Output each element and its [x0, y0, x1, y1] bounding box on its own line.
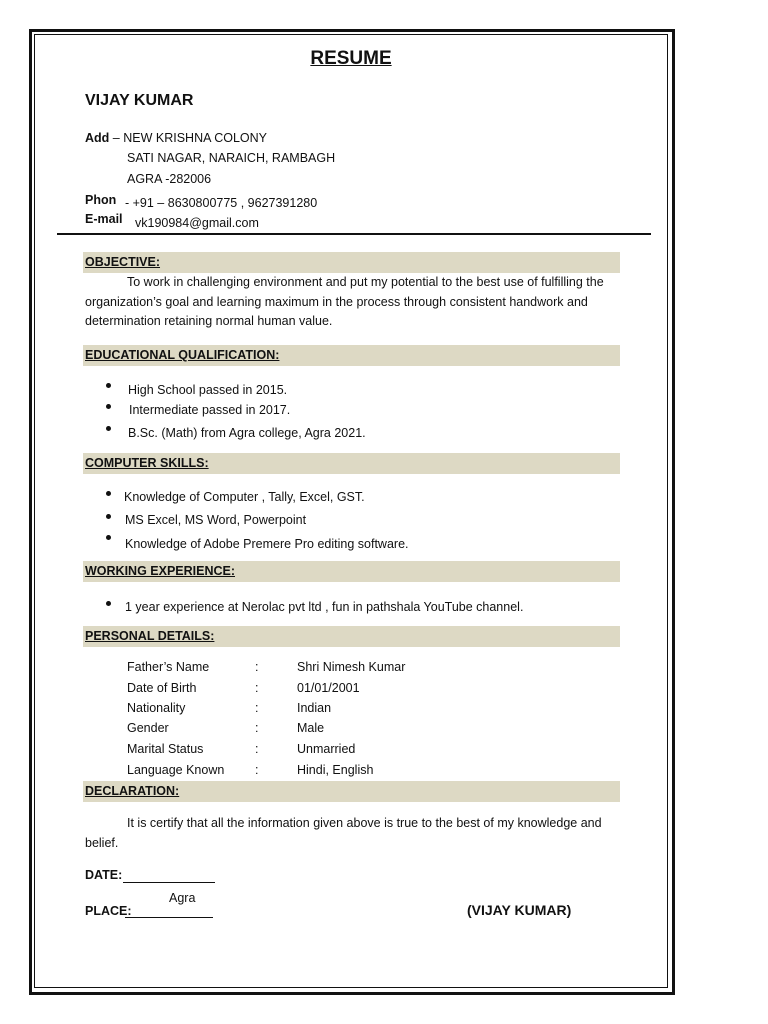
personal-label: Father’s Name [127, 660, 210, 674]
skill-item: MS Excel, MS Word, Powerpoint [125, 513, 307, 527]
objective-section-bar [83, 252, 620, 273]
personal-heading: PERSONAL DETAILS: [85, 629, 215, 643]
bullet-icon [106, 491, 111, 496]
personal-label: Marital Status [127, 742, 204, 756]
date-label: DATE: [85, 868, 123, 882]
personal-value: Hindi, English [297, 763, 374, 777]
place-blank-line [125, 917, 213, 918]
bullet-icon [106, 404, 111, 409]
personal-section-bar [83, 626, 620, 647]
skills-section-bar [83, 453, 620, 474]
email-value: vk190984@gmail.com [135, 216, 259, 230]
bullet-icon [106, 426, 111, 431]
personal-colon: : [255, 660, 259, 674]
experience-heading: WORKING EXPERIENCE: [85, 564, 236, 578]
phone-label: Phon [85, 193, 117, 207]
personal-label: Gender [127, 721, 169, 735]
candidate-name: VIJAY KUMAR [85, 92, 194, 109]
personal-colon: : [255, 721, 259, 735]
bullet-icon [106, 383, 111, 388]
resume-title: RESUME [310, 48, 392, 69]
personal-colon: : [255, 742, 259, 756]
personal-value: Male [297, 721, 325, 735]
education-heading: EDUCATIONAL QUALIFICATION: [85, 348, 280, 362]
skill-item: Knowledge of Adobe Premere Pro editing software. [125, 537, 409, 551]
date-blank-line [123, 882, 215, 883]
personal-label: Date of Birth [127, 681, 197, 695]
address-separator: – [112, 131, 120, 145]
address-text-1: NEW KRISHNA COLONY [123, 131, 268, 145]
education-section-bar [83, 345, 620, 366]
address-line-2: SATI NAGAR, NARAICH, RAMBAGH [127, 151, 336, 165]
bullet-icon [106, 601, 111, 606]
place-value: Agra [169, 891, 196, 905]
experience-section-bar [83, 561, 620, 582]
personal-value: Unmarried [297, 742, 356, 756]
declaration-heading: DECLARATION: [85, 784, 180, 798]
header-divider [57, 233, 651, 235]
personal-value: Shri Nimesh Kumar [297, 660, 406, 674]
objective-heading: OBJECTIVE: [85, 255, 161, 269]
experience-item: 1 year experience at Nerolac pvt ltd , fun in pathshala YouTube channel. [125, 600, 524, 614]
address-label: Add [85, 131, 110, 145]
education-item: Intermediate passed in 2017. [129, 403, 291, 417]
personal-label: Nationality [127, 701, 186, 715]
skills-heading: COMPUTER SKILLS: [85, 456, 209, 470]
address-line-1 [85, 131, 267, 145]
phone-value: - +91 – 8630800775 , 9627391280 [125, 196, 318, 210]
education-item: B.Sc. (Math) from Agra college, Agra 2021. [128, 426, 366, 440]
place-label: PLACE: [85, 904, 132, 918]
personal-colon: : [255, 701, 259, 715]
declaration-text: It is certify that all the information given above is true to the best of my knowledge and belief. [85, 816, 602, 850]
signature-name: (VIJAY KUMAR) [467, 902, 572, 918]
personal-colon: : [255, 763, 259, 777]
education-item: High School passed in 2015. [128, 383, 288, 397]
personal-value: 01/01/2001 [297, 681, 360, 695]
bullet-icon [106, 535, 111, 540]
personal-value: Indian [297, 701, 332, 715]
personal-colon: : [255, 681, 259, 695]
skill-item: Knowledge of Computer , Tally, Excel, GST. [124, 490, 365, 504]
objective-text: To work in challenging environment and put my potential to the best use of fulfilling the organization’s goal and learning maximum in the process through consistent handwork and determination retaining normal human value. [85, 275, 604, 328]
personal-label: Language Known [127, 763, 225, 777]
bullet-icon [106, 514, 111, 519]
email-label: E-mail [85, 212, 123, 226]
declaration-section-bar [83, 781, 620, 802]
address-line-3: AGRA -282006 [127, 172, 212, 186]
